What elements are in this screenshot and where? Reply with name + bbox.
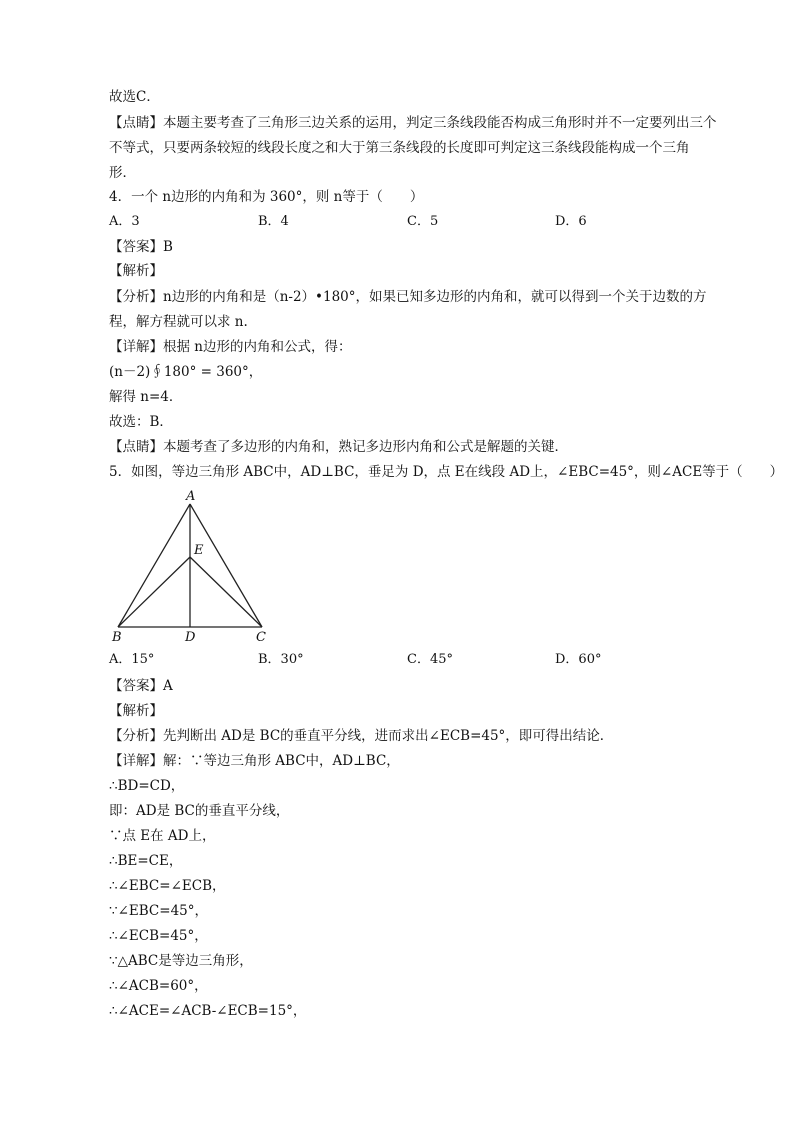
- analysis-line: 【分析】n边形的内角和是（n-2）•180°，如果已知多边形的内角和，就可以得到一个关于边数的方: [109, 289, 707, 305]
- option-b: B．30°: [258, 652, 304, 667]
- equation-line: (n－2)∮180° = 360°，: [109, 364, 263, 380]
- choice-line: 故选：B．: [109, 414, 173, 430]
- option-b: B．4: [258, 214, 289, 229]
- detail-line: 【详解】解：∵等边三角形 ABC中，AD⊥BC，: [109, 753, 400, 769]
- label-e: E: [194, 543, 204, 558]
- step-line: ∵点 E在 AD上，: [109, 828, 216, 844]
- option-d: D．60°: [555, 652, 602, 667]
- question-4-stem: 4．一个 n边形的内角和为 360°，则 n等于（ ）: [109, 189, 424, 205]
- step-line: ∴∠ACB=60°，: [109, 978, 208, 994]
- analysis-heading: 【解析】: [109, 703, 163, 719]
- option-a: A．3: [109, 214, 140, 229]
- analysis-line: 【分析】先判断出 AD是 BC的垂直平分线，进而求出∠ECB=45°，即可得出结论．: [109, 728, 614, 744]
- answer-line: 【答案】A: [109, 678, 173, 694]
- option-a: A．15°: [109, 652, 155, 667]
- step-line: ∵△ABC是等边三角形，: [109, 953, 253, 969]
- triangle-figure: [108, 488, 278, 646]
- option-c: C．45°: [407, 652, 453, 667]
- label-b: B: [112, 630, 122, 645]
- key-point-line: 【点睛】本题考查了多边形的内角和，熟记多边形内角和公式是解题的关键．: [109, 439, 568, 455]
- label-a: A: [186, 489, 196, 504]
- step-line: ∵∠EBC=45°，: [109, 903, 208, 919]
- text-line: 不等式，只要两条较短的线段长度之和大于第三条线段的长度即可判定这三条线段能构成一个三角: [109, 140, 690, 156]
- step-line: ∴∠ACE=∠ACB-∠ECB=15°，: [109, 1003, 307, 1019]
- step-line: ∴∠EBC=∠ECB，: [109, 878, 226, 894]
- text-line: 形．: [109, 165, 136, 181]
- analysis-line: 程，解方程就可以求 n.: [109, 314, 248, 330]
- analysis-heading: 【解析】: [109, 263, 163, 279]
- step-line: 即：AD是 BC的垂直平分线，: [109, 803, 290, 819]
- solution-line: 解得 n=4．: [109, 389, 183, 405]
- answer-line: 【答案】B: [109, 239, 173, 255]
- question-5-stem: 5．如图，等边三角形 ABC中，AD⊥BC，垂足为 D，点 E在线段 AD上，∠EBC=45°，则∠ACE等于（ ）: [109, 464, 784, 480]
- step-line: ∴BD=CD，: [109, 778, 185, 794]
- label-c: C: [256, 630, 266, 645]
- step-line: ∴BE=CE，: [109, 853, 183, 869]
- text-line: 故选C．: [109, 89, 160, 105]
- detail-line: 【详解】根据 n边形的内角和公式，得：: [109, 339, 352, 355]
- option-c: C．5: [407, 214, 439, 229]
- step-line: ∴∠ECB=45°，: [109, 928, 208, 944]
- label-d: D: [185, 630, 196, 645]
- option-d: D．6: [555, 214, 587, 229]
- text-line: 【点睛】本题主要考查了三角形三边关系的运用，判定三条线段能否构成三角形时并不一定要列出三个: [109, 115, 717, 131]
